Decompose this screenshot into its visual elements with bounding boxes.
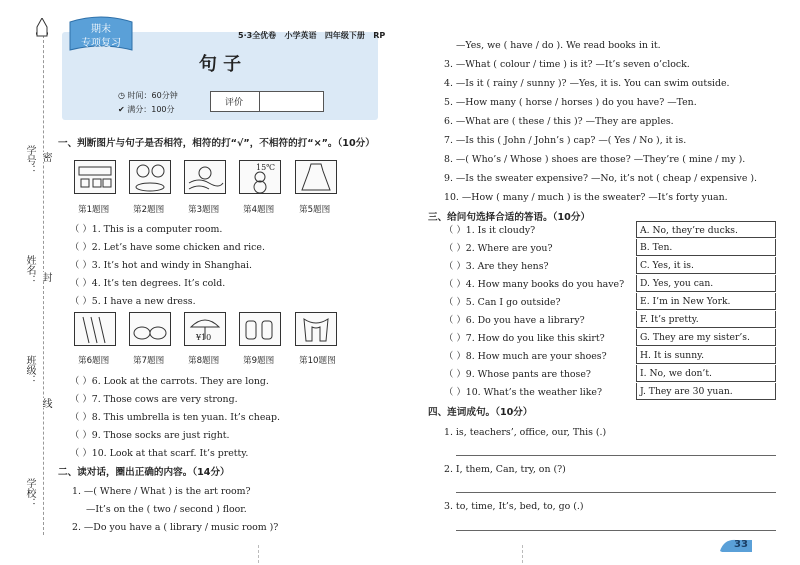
time-text: 时间：60分钟 bbox=[127, 91, 178, 100]
match-question-8[interactable]: （ ）8. How much are your shoes? bbox=[444, 351, 607, 362]
match-question-7[interactable]: （ ）7. How do you like this skirt? bbox=[444, 333, 605, 344]
edition: RP bbox=[373, 31, 386, 40]
answer-line-1[interactable] bbox=[456, 455, 776, 456]
answer-line-2[interactable] bbox=[456, 492, 776, 493]
caption-5: 第5题图 bbox=[299, 205, 331, 215]
clock-icon: ◷ bbox=[118, 91, 125, 100]
page-number: 33 bbox=[734, 539, 748, 550]
judge-item-9[interactable]: （ ）9. Those socks are just right. bbox=[70, 430, 230, 441]
answer-g: G. They are my sister’s. bbox=[636, 329, 776, 346]
match-question-2[interactable]: （ ）2. Where are you? bbox=[444, 243, 553, 254]
answer-c: C. Yes, it is. bbox=[636, 257, 776, 274]
seal-xian: 线 bbox=[40, 398, 51, 408]
seal-mi: 密 bbox=[40, 152, 51, 162]
match-question-4[interactable]: （ ）4. How many books do you have? bbox=[444, 279, 625, 290]
badge-line2: 专项复习 bbox=[81, 38, 121, 49]
scarf-picture bbox=[295, 312, 337, 346]
score-label: 评价 bbox=[225, 98, 244, 108]
dialog-line-8[interactable]: 8. —( Who’s / Whose ) shoes are those? —They’re ( mine / my ). bbox=[444, 154, 746, 165]
subject: 小学英语 bbox=[284, 31, 317, 40]
dialog-line-3[interactable]: 3. —What ( colour / time ) is it? —It’s seven o’clock. bbox=[444, 59, 690, 70]
dialog-line-6[interactable]: 6. —What are ( these / this )? —They are apples. bbox=[444, 116, 674, 127]
caption-8: 第8题图 bbox=[188, 356, 220, 366]
answer-e: E. I’m in New York. bbox=[636, 293, 776, 310]
judge-item-3[interactable]: （ ）3. It’s hot and windy in Shanghai. bbox=[70, 260, 252, 271]
caption-4: 第4题图 bbox=[243, 205, 275, 215]
answer-h: H. It is sunny. bbox=[636, 347, 776, 364]
match-question-10[interactable]: （ ）10. What’s the weather like? bbox=[444, 387, 602, 398]
time-info bbox=[118, 90, 178, 101]
review-badge bbox=[66, 14, 136, 56]
binding-dash-line bbox=[43, 30, 44, 535]
judge-item-10[interactable]: （ ）10. Look at that scarf. It’s pretty. bbox=[70, 448, 249, 459]
dialog-line-7[interactable]: 7. —Is this ( John / John’s ) cap? —( Yes / No ), it is. bbox=[444, 135, 687, 146]
check-icon: ✔ bbox=[118, 105, 125, 114]
kids-eating-picture bbox=[129, 160, 171, 194]
page-number-badge bbox=[716, 537, 756, 555]
name-label: 姓名： bbox=[24, 255, 35, 285]
caption-1: 第1题图 bbox=[78, 205, 110, 215]
answer-line-3[interactable] bbox=[456, 530, 776, 531]
temperature-label: 15℃ bbox=[256, 163, 276, 172]
dialog-line-4[interactable]: 4. —Is it ( rainy / sunny )? —Yes, it is. You can swim outside. bbox=[444, 78, 730, 89]
caption-10: 第10题图 bbox=[299, 356, 336, 366]
answer-f: F. It’s pretty. bbox=[636, 311, 776, 328]
dialog-line-2b[interactable]: —Yes, we ( have / do ). We read books in it. bbox=[456, 40, 661, 51]
dialog-line-2[interactable]: 2. —Do you have a ( library / music room )? bbox=[72, 522, 279, 533]
dialog-line-1[interactable]: 1. —( Where / What ) is the art room? bbox=[72, 486, 251, 497]
match-question-3[interactable]: （ ）3. Are they hens? bbox=[444, 261, 549, 272]
judge-item-5[interactable]: （ ）5. I have a new dress. bbox=[70, 296, 196, 307]
answer-i: I. No, we don’t. bbox=[636, 365, 776, 382]
badge-line1: 期末 bbox=[91, 24, 111, 35]
match-question-9[interactable]: （ ）9. Whose pants are those? bbox=[444, 369, 591, 380]
dialog-line-10[interactable]: 10. —How ( many / much ) is the sweater? —It’s forty yuan. bbox=[444, 192, 728, 203]
score-box[interactable] bbox=[210, 91, 324, 112]
gloves-picture bbox=[239, 312, 281, 346]
score-info bbox=[118, 104, 175, 115]
caption-3: 第3题图 bbox=[188, 205, 220, 215]
judge-item-2[interactable]: （ ）2. Let’s have some chicken and rice. bbox=[70, 242, 265, 253]
answer-b: B. Ten. bbox=[636, 239, 776, 256]
match-question-1[interactable]: （ ）1. Is it cloudy? bbox=[444, 225, 536, 236]
answer-d: D. Yes, you can. bbox=[636, 275, 776, 292]
umbrella-picture bbox=[184, 312, 226, 346]
page-divider-left bbox=[258, 545, 260, 563]
student-no-label: 学号： bbox=[24, 145, 35, 175]
carrots-picture bbox=[74, 312, 116, 346]
school-label: 学校： bbox=[24, 478, 35, 508]
match-question-6[interactable]: （ ）6. Do you have a library? bbox=[444, 315, 585, 326]
judge-item-7[interactable]: （ ）7. Those cows are very strong. bbox=[70, 394, 238, 405]
class-label: 班级： bbox=[24, 355, 35, 385]
judge-item-1[interactable]: （ ）1. This is a computer room. bbox=[70, 224, 223, 235]
answer-a: A. No, they’re ducks. bbox=[636, 221, 776, 238]
word-order-3: 3. to, time, It’s, bed, to, go (.) bbox=[444, 501, 584, 512]
caption-7: 第7题图 bbox=[133, 356, 165, 366]
weather-picture bbox=[239, 160, 281, 194]
full-score-text: 满分：100分 bbox=[127, 105, 175, 114]
answer-j: J. They are 30 yuan. bbox=[636, 383, 776, 400]
page-divider-right bbox=[522, 545, 524, 563]
dialog-line-1b[interactable]: —It’s on the ( two / second ) floor. bbox=[86, 504, 247, 515]
caption-6: 第6题图 bbox=[78, 356, 110, 366]
seal-feng: 封 bbox=[40, 272, 51, 282]
dialog-line-9[interactable]: 9. —Is the sweater expensive? —No, it’s not ( cheap / expensive ). bbox=[444, 173, 757, 184]
classroom-picture bbox=[74, 160, 116, 194]
series-line bbox=[238, 30, 385, 41]
word-order-1: 1. is, teachers’, office, our, This (.) bbox=[444, 427, 607, 438]
section4-title: 四、连词成句。（10分） bbox=[428, 407, 533, 418]
series-name: 5·3全优卷 bbox=[238, 31, 277, 40]
judge-item-4[interactable]: （ ）4. It’s ten degrees. It’s cold. bbox=[70, 278, 226, 289]
caption-9: 第9题图 bbox=[243, 356, 275, 366]
match-question-5[interactable]: （ ）5. Can I go outside? bbox=[444, 297, 561, 308]
price-tag: ¥10 bbox=[196, 333, 212, 342]
windy-picture bbox=[184, 160, 226, 194]
page-title: 句 子 bbox=[198, 54, 242, 75]
section2-title: 二、读对话，圈出正确的内容。（14分） bbox=[58, 467, 230, 478]
dialog-line-5[interactable]: 5. —How many ( horse / horses ) do you have? —Ten. bbox=[444, 97, 697, 108]
section1-title: 一、判断图片与句子是否相符，相符的打“√”，不相符的打“×”。（10分） bbox=[58, 138, 375, 149]
word-order-2: 2. I, them, Can, try, on (?) bbox=[444, 464, 566, 475]
judge-item-6[interactable]: （ ）6. Look at the carrots. They are long. bbox=[70, 376, 269, 387]
caption-2: 第2题图 bbox=[133, 205, 165, 215]
cows-picture bbox=[129, 312, 171, 346]
dress-picture bbox=[295, 160, 337, 194]
score-divider bbox=[259, 92, 260, 111]
section3-title: 三、给问句选择合适的答语。（10分） bbox=[428, 212, 591, 223]
judge-item-8[interactable]: （ ）8. This umbrella is ten yuan. It’s cheap. bbox=[70, 412, 280, 423]
rocket-icon bbox=[36, 18, 48, 40]
grade: 四年级下册 bbox=[324, 31, 365, 40]
